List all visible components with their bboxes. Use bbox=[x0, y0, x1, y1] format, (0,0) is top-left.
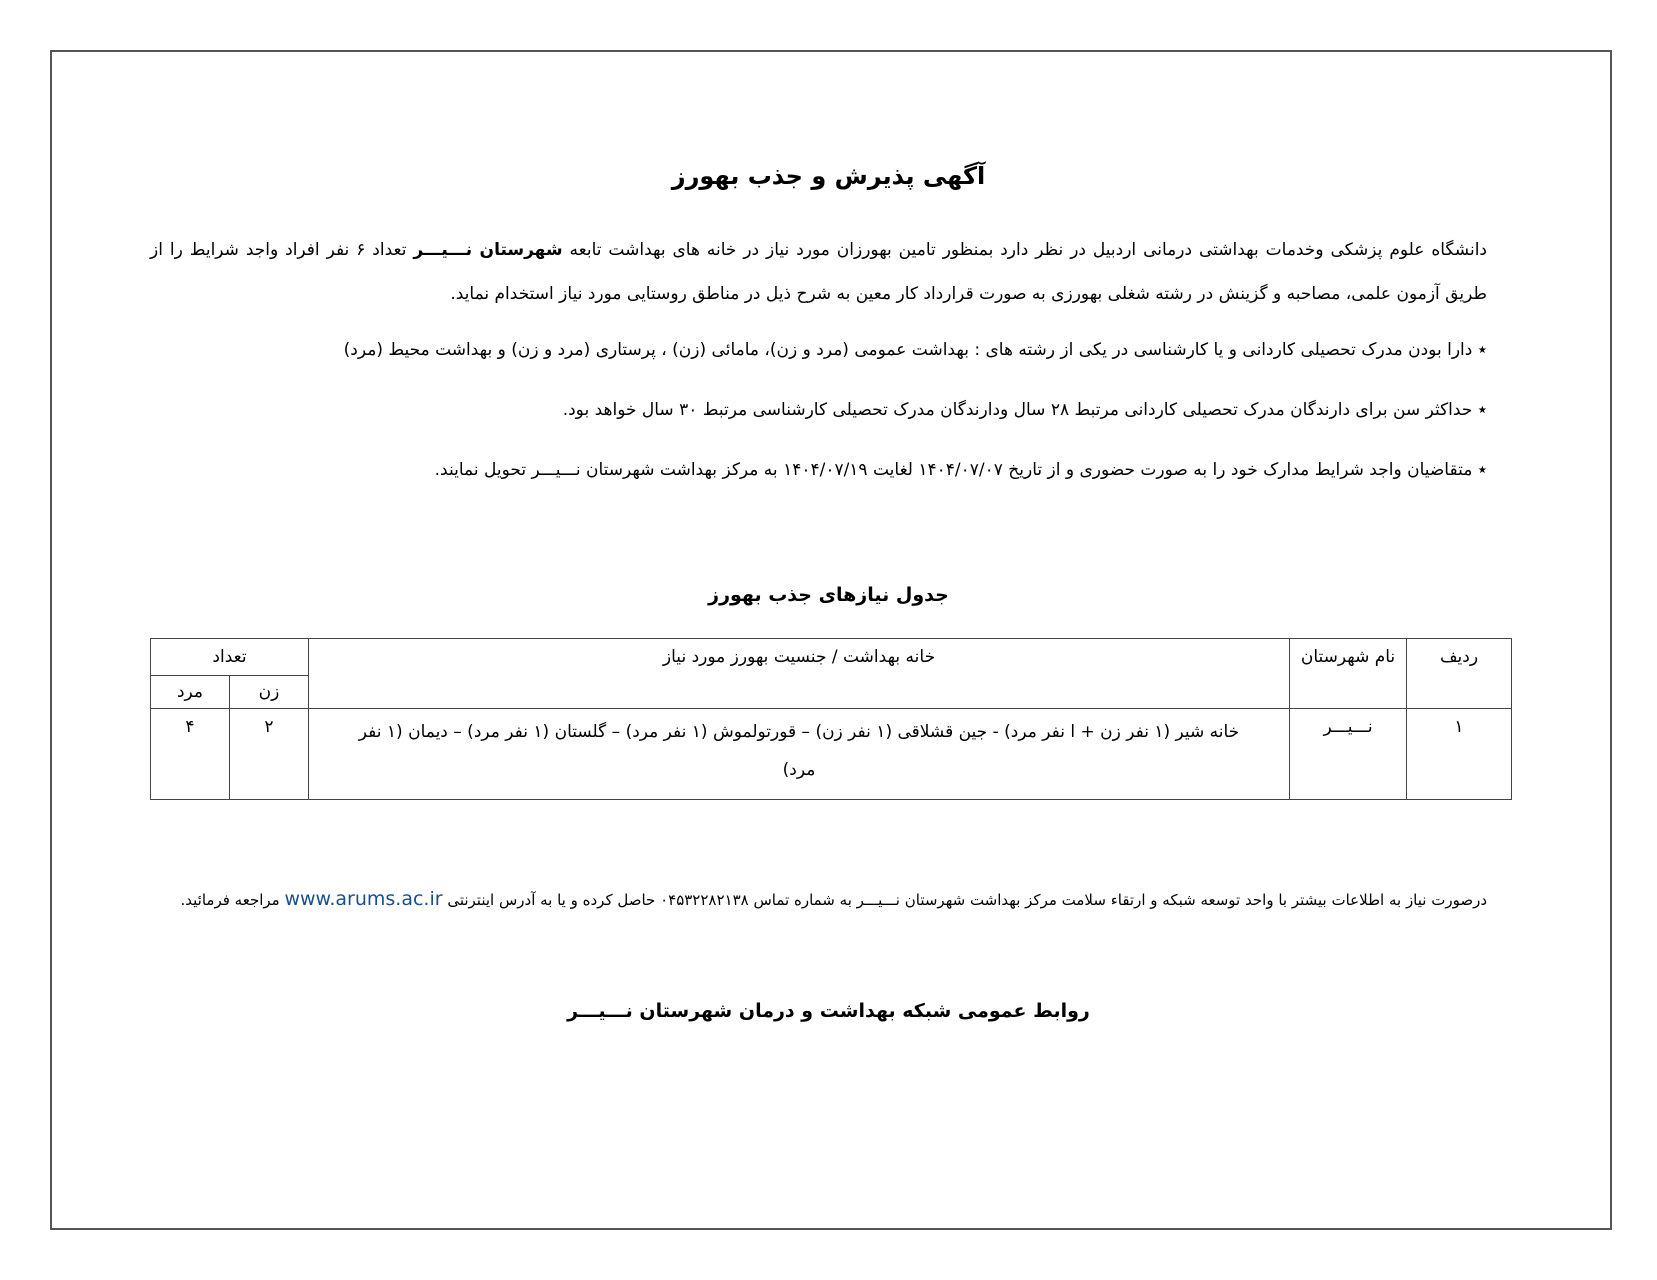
table-row bbox=[151, 709, 1512, 800]
table-header-row bbox=[151, 639, 1512, 676]
cell-male-count: ۴ bbox=[151, 709, 230, 800]
header-health-house: خانه بهداشت / جنسیت بهورز مورد نیاز bbox=[309, 639, 1290, 709]
header-female: زن bbox=[230, 676, 309, 709]
contact-text-before: درصورت نیاز به اطلاعات بیشتر با واحد توسعه شبکه و ارتقاء سلامت مرکز بهداشت شهرستان نـــیـــر به شماره تماس ۰۴۵۳۲۲۸۲۱۳۸ حاصل کرده و یا به آدرس اینترنتی bbox=[442, 891, 1487, 909]
needs-table bbox=[150, 638, 1512, 800]
bullet-age-limit: ٭ حداکثر سن برای دارندگان مدرک تحصیلی کاردانی مرتبط ۲۸ سال ودارندگان مدرک تحصیلی کارشناسی مرتبط ۳۰ سال خواهد بود. bbox=[562, 400, 1487, 420]
website-link[interactable]: www.arums.ac.ir bbox=[284, 888, 443, 910]
header-row-number: ردیف bbox=[1407, 639, 1512, 709]
header-count: تعداد bbox=[151, 639, 309, 676]
footer-signature: روابط عمومی شبکه بهداشت و درمان شهرستان نـــیـــر bbox=[567, 1000, 1090, 1022]
bullet-education: ٭ دارا بودن مدرک تحصیلی کاردانی و یا کارشناسی در یکی از رشته های : بهداشت عمومی (مرد و زن)، مامائی (زن) ، پرستاری (مرد و زن) و بهداشت محیط (مرد) bbox=[343, 340, 1487, 360]
intro-city: شهرستان نـــیـــر bbox=[413, 240, 563, 260]
contact-text-after: مراجعه فرمائید. bbox=[180, 891, 285, 909]
header-male: مرد bbox=[151, 676, 230, 709]
cell-female-count: ۲ bbox=[230, 709, 309, 800]
page-title: آگهی پذیرش و جذب بهورز bbox=[671, 162, 986, 190]
contact-info bbox=[150, 888, 1487, 910]
table-title: جدول نیازهای جذب بهورز bbox=[708, 584, 949, 606]
intro-text-2: تعداد ۶ نفر افراد واجد شرایط را از طریق آزمون علمی، مصاحبه و گزینش در رشته شغلی بهورزی به صورت قرارداد کار معین به شرح ذیل در مناطق روستایی مورد نیاز استخدام نماید. bbox=[150, 240, 1487, 304]
bullet-submission-dates: ٭ متقاضیان واجد شرایط مدارک خود را به صورت حضوری و از تاریخ ۱۴۰۴/۰۷/۰۷ لغایت ۱۴۰۴/۰۷/۱۹ به مرکز بهداشت شهرستان نـــیـــر تحویل نمایند. bbox=[434, 460, 1487, 480]
cell-health-houses: خانه شیر (۱ نفر زن + ا نفر مرد) - جین قشلاقی (۱ نفر زن) – قورتولموش (۱ نفر مرد) – گلستان (۱ نفر مرد) – دیمان (۱ نفر مرد) bbox=[309, 709, 1290, 800]
header-city: نام شهرستان bbox=[1290, 639, 1407, 709]
intro-text-1: دانشگاه علوم پزشکی وخدمات بهداشتی درمانی اردبیل در نظر دارد بمنظور تامین بهورزان مورد نیاز در خانه های بهداشت تابعه bbox=[562, 240, 1487, 260]
intro-paragraph bbox=[150, 228, 1487, 316]
cell-row-number: ۱ bbox=[1407, 709, 1512, 800]
cell-city: نـــیـــر bbox=[1290, 709, 1407, 800]
